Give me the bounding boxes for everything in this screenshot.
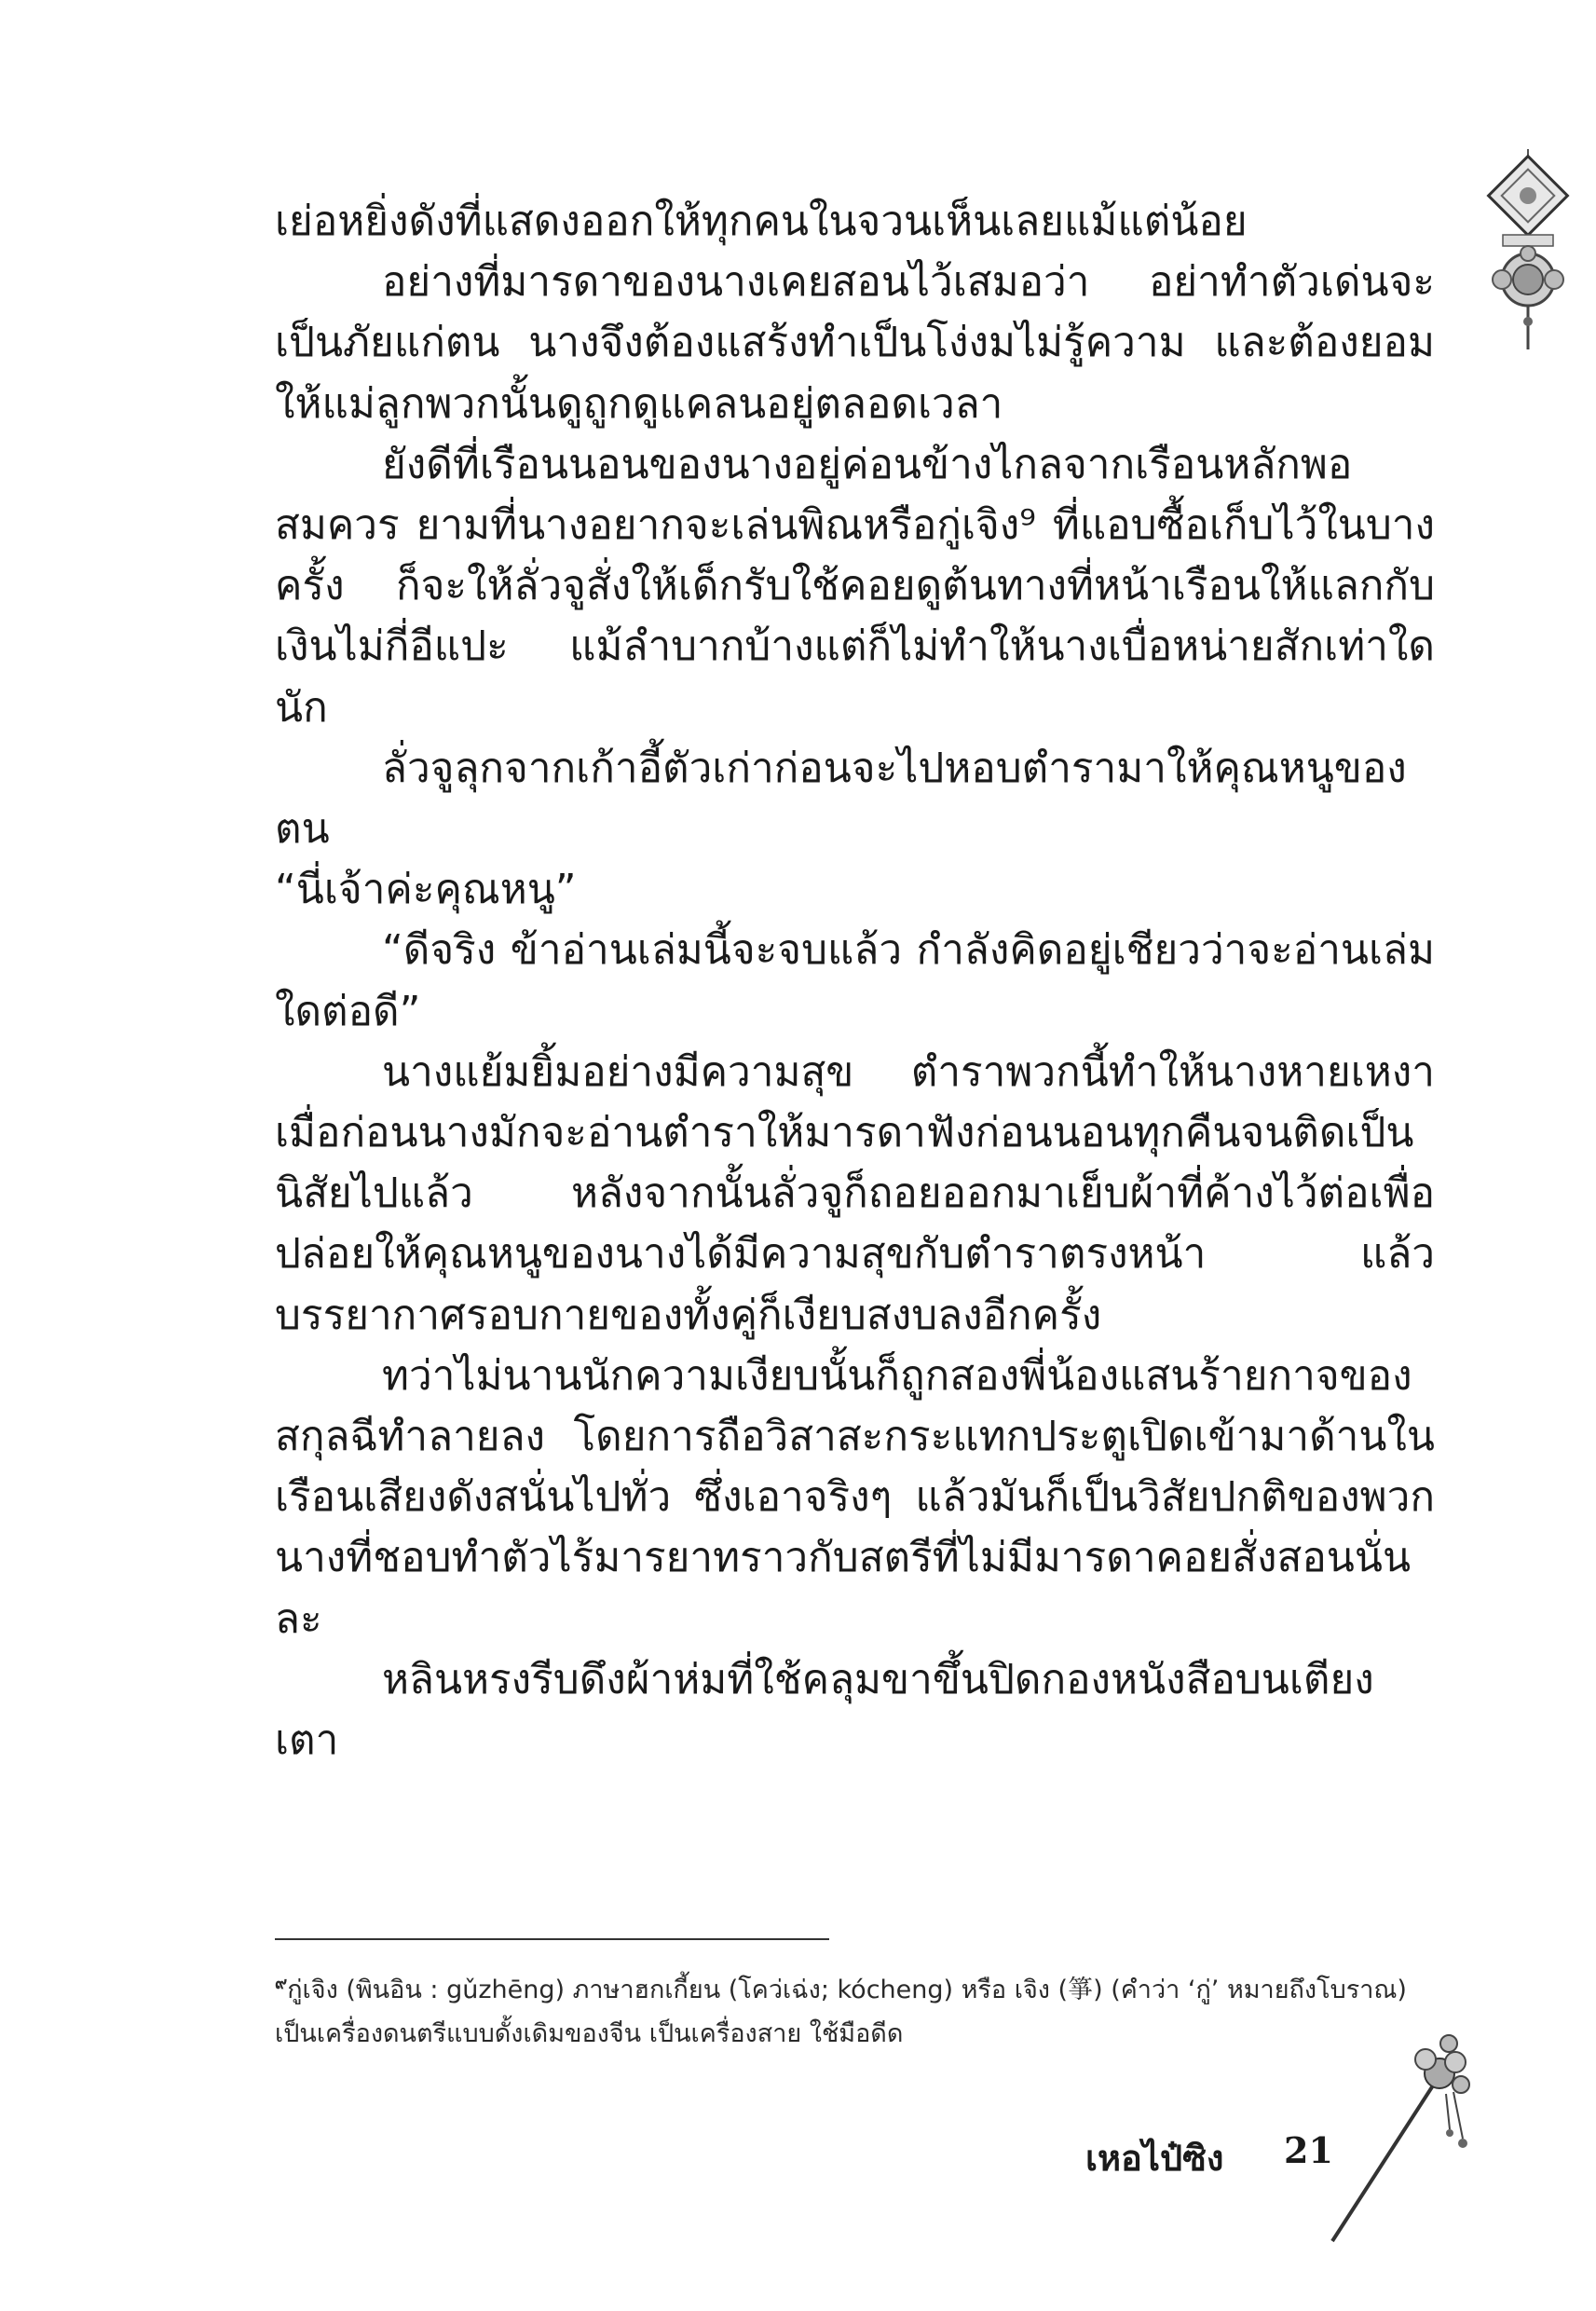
paragraph: หลินหรงรีบดึงผ้าห่มที่ใช้คลุมขาขึ้นปิดกองหนังสือบนเตียงเตา bbox=[275, 1655, 1374, 1765]
dialogue-line: “นี่เจ้าค่ะคุณหนู” bbox=[275, 866, 577, 914]
footnote-divider bbox=[275, 1938, 829, 1940]
footnote bbox=[275, 1962, 1435, 2056]
hairpin-icon bbox=[1323, 2027, 1481, 2250]
dialogue-line: “ดีจริง ข้าอ่านเล่มนี้จะจบแล้ว กำลังคิดอยู่เชียวว่าจะอ่านเล่มใดต่อดี” bbox=[275, 926, 1435, 1035]
body-text bbox=[275, 191, 1435, 1771]
paragraph: ลั่วจูลุกจากเก้าอี้ตัวเก่าก่อนจะไปหอบตำรามาให้คุณหนูของตน bbox=[275, 744, 1407, 854]
running-title: เหอไป๋ซิง bbox=[1085, 2137, 1224, 2179]
paragraph: ทว่าไม่นานนักความเงียบนั้นก็ถูกสองพี่น้องแสนร้ายกาจของสกุลฉีทำลายลง โดยการถือวิสาสะกระแทกประตูเปิดเข้ามาด้านในเรือนเสียงดังสนั่นไปทั่ว ซึ่งเอาจริงๆ แล้วมันก็เป็นวิสัยปกติของพวกนางที่ชอบทำตัวไร้มารยาทราวกับสตรีที่ไม่มีมารดาคอยสั่งสอนนั่นละ bbox=[275, 1351, 1435, 1643]
footnote-text: กู่เจิง (พินอิน : gǔzhēng) ภาษาฮกเกี้ยน (โคว่เฉ่ง; kócheng) หรือ เจิง (箏) (คำว่า ‘กู่’ หมายถึงโบราณ) เป็นเครื่องดนตรีแบบดั้งเดิมของจีน เป็นเครื่องสาย ใช้มือดีด bbox=[275, 1976, 1407, 2048]
chinese-knot-ornament-icon bbox=[1477, 149, 1579, 354]
paragraph: นางแย้มยิ้มอย่างมีความสุข ตำราพวกนี้ทำให้นางหายเหงาเมื่อก่อนนางมักจะอ่านตำราให้มารดาฟังก่อนนอนทุกคืนจนติดเป็นนิสัยไปแล้ว หลังจากนั้นลั่วจูก็ถอยออกมาเย็บผ้าที่ค้างไว้ต่อเพื่อปล่อยให้คุณหนูของนางได้มีความสุขกับตำราตรงหน้า แล้วบรรยากาศรอบกายของทั้งคู่ก็เงียบสงบลงอีกครั้ง bbox=[275, 1047, 1435, 1339]
page-number: 21 bbox=[1284, 2129, 1333, 2171]
paragraph: เย่อหยิ่งดังที่แสดงออกให้ทุกคนในจวนเห็นเลยแม้แต่น้อย bbox=[275, 198, 1248, 245]
paragraph: อย่างที่มารดาของนางเคยสอนไว้เสมอว่า อย่าทำตัวเด่นจะเป็นภัยแก่ตน นางจึงต้องแสร้งทำเป็นโง่งมไม่รู้ความ และต้องยอมให้แม่ลูกพวกนั้นดูถูกดูแคลนอยู่ตลอดเวลา bbox=[275, 258, 1435, 428]
paragraph: ยังดีที่เรือนนอนของนางอยู่ค่อนข้างไกลจากเรือนหลักพอสมควร ยามที่นางอยากจะเล่นพิณหรือกู่เจิง⁹ ที่แอบซื้อเก็บไว้ในบางครั้ง ก็จะให้ลั่วจูสั่งให้เด็กรับใช้คอยดูต้นทางที่หน้าเรือนให้แลกกับเงินไม่กี่อีแปะ แม้ลำบากบ้างแต่ก็ไม่ทำให้นางเบื่อหน่ายสักเท่าใดนัก bbox=[275, 440, 1435, 732]
footnote-marker: ๙ bbox=[275, 1974, 288, 1993]
